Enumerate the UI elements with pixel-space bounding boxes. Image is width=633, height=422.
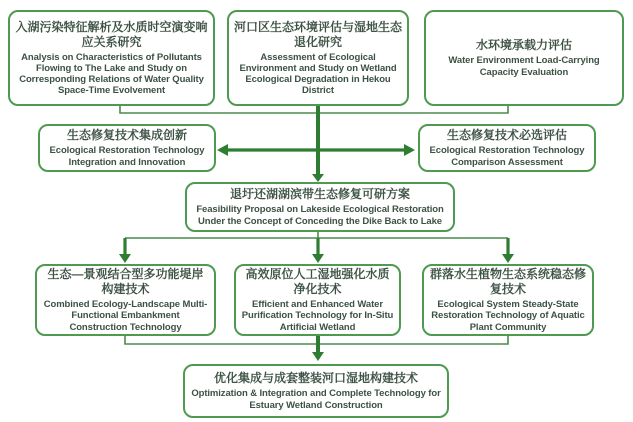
node-aquatic-title-zh: 群落水生植物生态系统稳态修复技术 xyxy=(429,267,586,297)
arrowhead-to-feasibility xyxy=(312,174,324,182)
arrowhead-to-aquatic xyxy=(502,254,514,263)
node-aquatic xyxy=(422,264,594,336)
node-hekou-assessment-title-zh: 河口区生态环境评估与湿地生态退化研究 xyxy=(234,19,403,49)
node-aquatic-title-en: Ecological System Steady-State Restoration Technology of Aquatic Plant Community xyxy=(431,299,585,333)
node-pollutants xyxy=(8,10,215,106)
node-embankment-title-en: Combined Ecology-Landscape Multi-Functional Embankment Construction Technology xyxy=(43,299,208,333)
node-integration-title-zh: 生态修复技术集成创新 xyxy=(66,128,187,143)
arrowhead-to-purification xyxy=(312,254,324,263)
arrowhead-to-integration xyxy=(217,144,228,156)
connector-top-bus xyxy=(120,106,508,113)
node-feasibility xyxy=(185,182,455,232)
arrowhead-to-optimization xyxy=(312,352,324,361)
arrowhead-to-embankment xyxy=(119,254,131,263)
node-hekou-assessment-title-en: Assessment of Ecological Environment and Study on Wetland Ecological Degradation in Hekou District xyxy=(239,51,397,97)
node-optimization-title-zh: 优化集成与成套整装河口湿地构建技术 xyxy=(213,371,418,386)
connector-middle-bus xyxy=(125,232,508,238)
node-integration-title-en: Ecological Restoration Technology Integration and Innovation xyxy=(49,145,205,168)
node-optimization-title-en: Optimization & Integration and Complete Technology for Estuary Wetland Construction xyxy=(191,388,441,411)
node-load-capacity xyxy=(424,10,624,106)
node-pollutants-title-en: Analysis on Characteristics of Pollutants Flowing to The Lake and Study on Corresponding Relations of Water Quality Space-Time Evolvement xyxy=(19,51,204,97)
arrowhead-to-comparison xyxy=(404,144,415,156)
node-comparison xyxy=(418,124,596,172)
node-hekou-assessment xyxy=(227,10,409,106)
node-comparison-title-en: Ecological Restoration Technology Comparison Assessment xyxy=(429,145,585,168)
node-load-capacity-title-zh: 水环境承载力评估 xyxy=(475,38,572,53)
node-comparison-title-zh: 生态修复技术必选评估 xyxy=(446,128,567,143)
node-load-capacity-title-en: Water Environment Load-Carrying Capacity Evaluation xyxy=(448,55,600,78)
node-integration xyxy=(38,124,216,172)
node-embankment-title-zh: 生态—景观结合型多功能堤岸构建技术 xyxy=(47,267,204,297)
node-embankment xyxy=(35,264,216,336)
node-pollutants-title-zh: 入湖污染特征解析及水质时空演变响应关系研究 xyxy=(15,19,208,49)
node-feasibility-title-en: Feasibility Proposal on Lakeside Ecological Restoration Under the Concept of Conceding the Dike Back to Lake xyxy=(196,204,444,227)
node-purification-title-en: Efficient and Enhanced Water Purification Technology for In-Situ Artificial Wetland xyxy=(241,299,394,333)
node-purification-title-zh: 高效原位人工湿地强化水质净化技术 xyxy=(245,267,390,297)
node-optimization xyxy=(183,364,449,418)
node-purification xyxy=(234,264,401,336)
node-feasibility-title-zh: 退圩还湖湖滨带生态修复可研方案 xyxy=(229,187,410,202)
